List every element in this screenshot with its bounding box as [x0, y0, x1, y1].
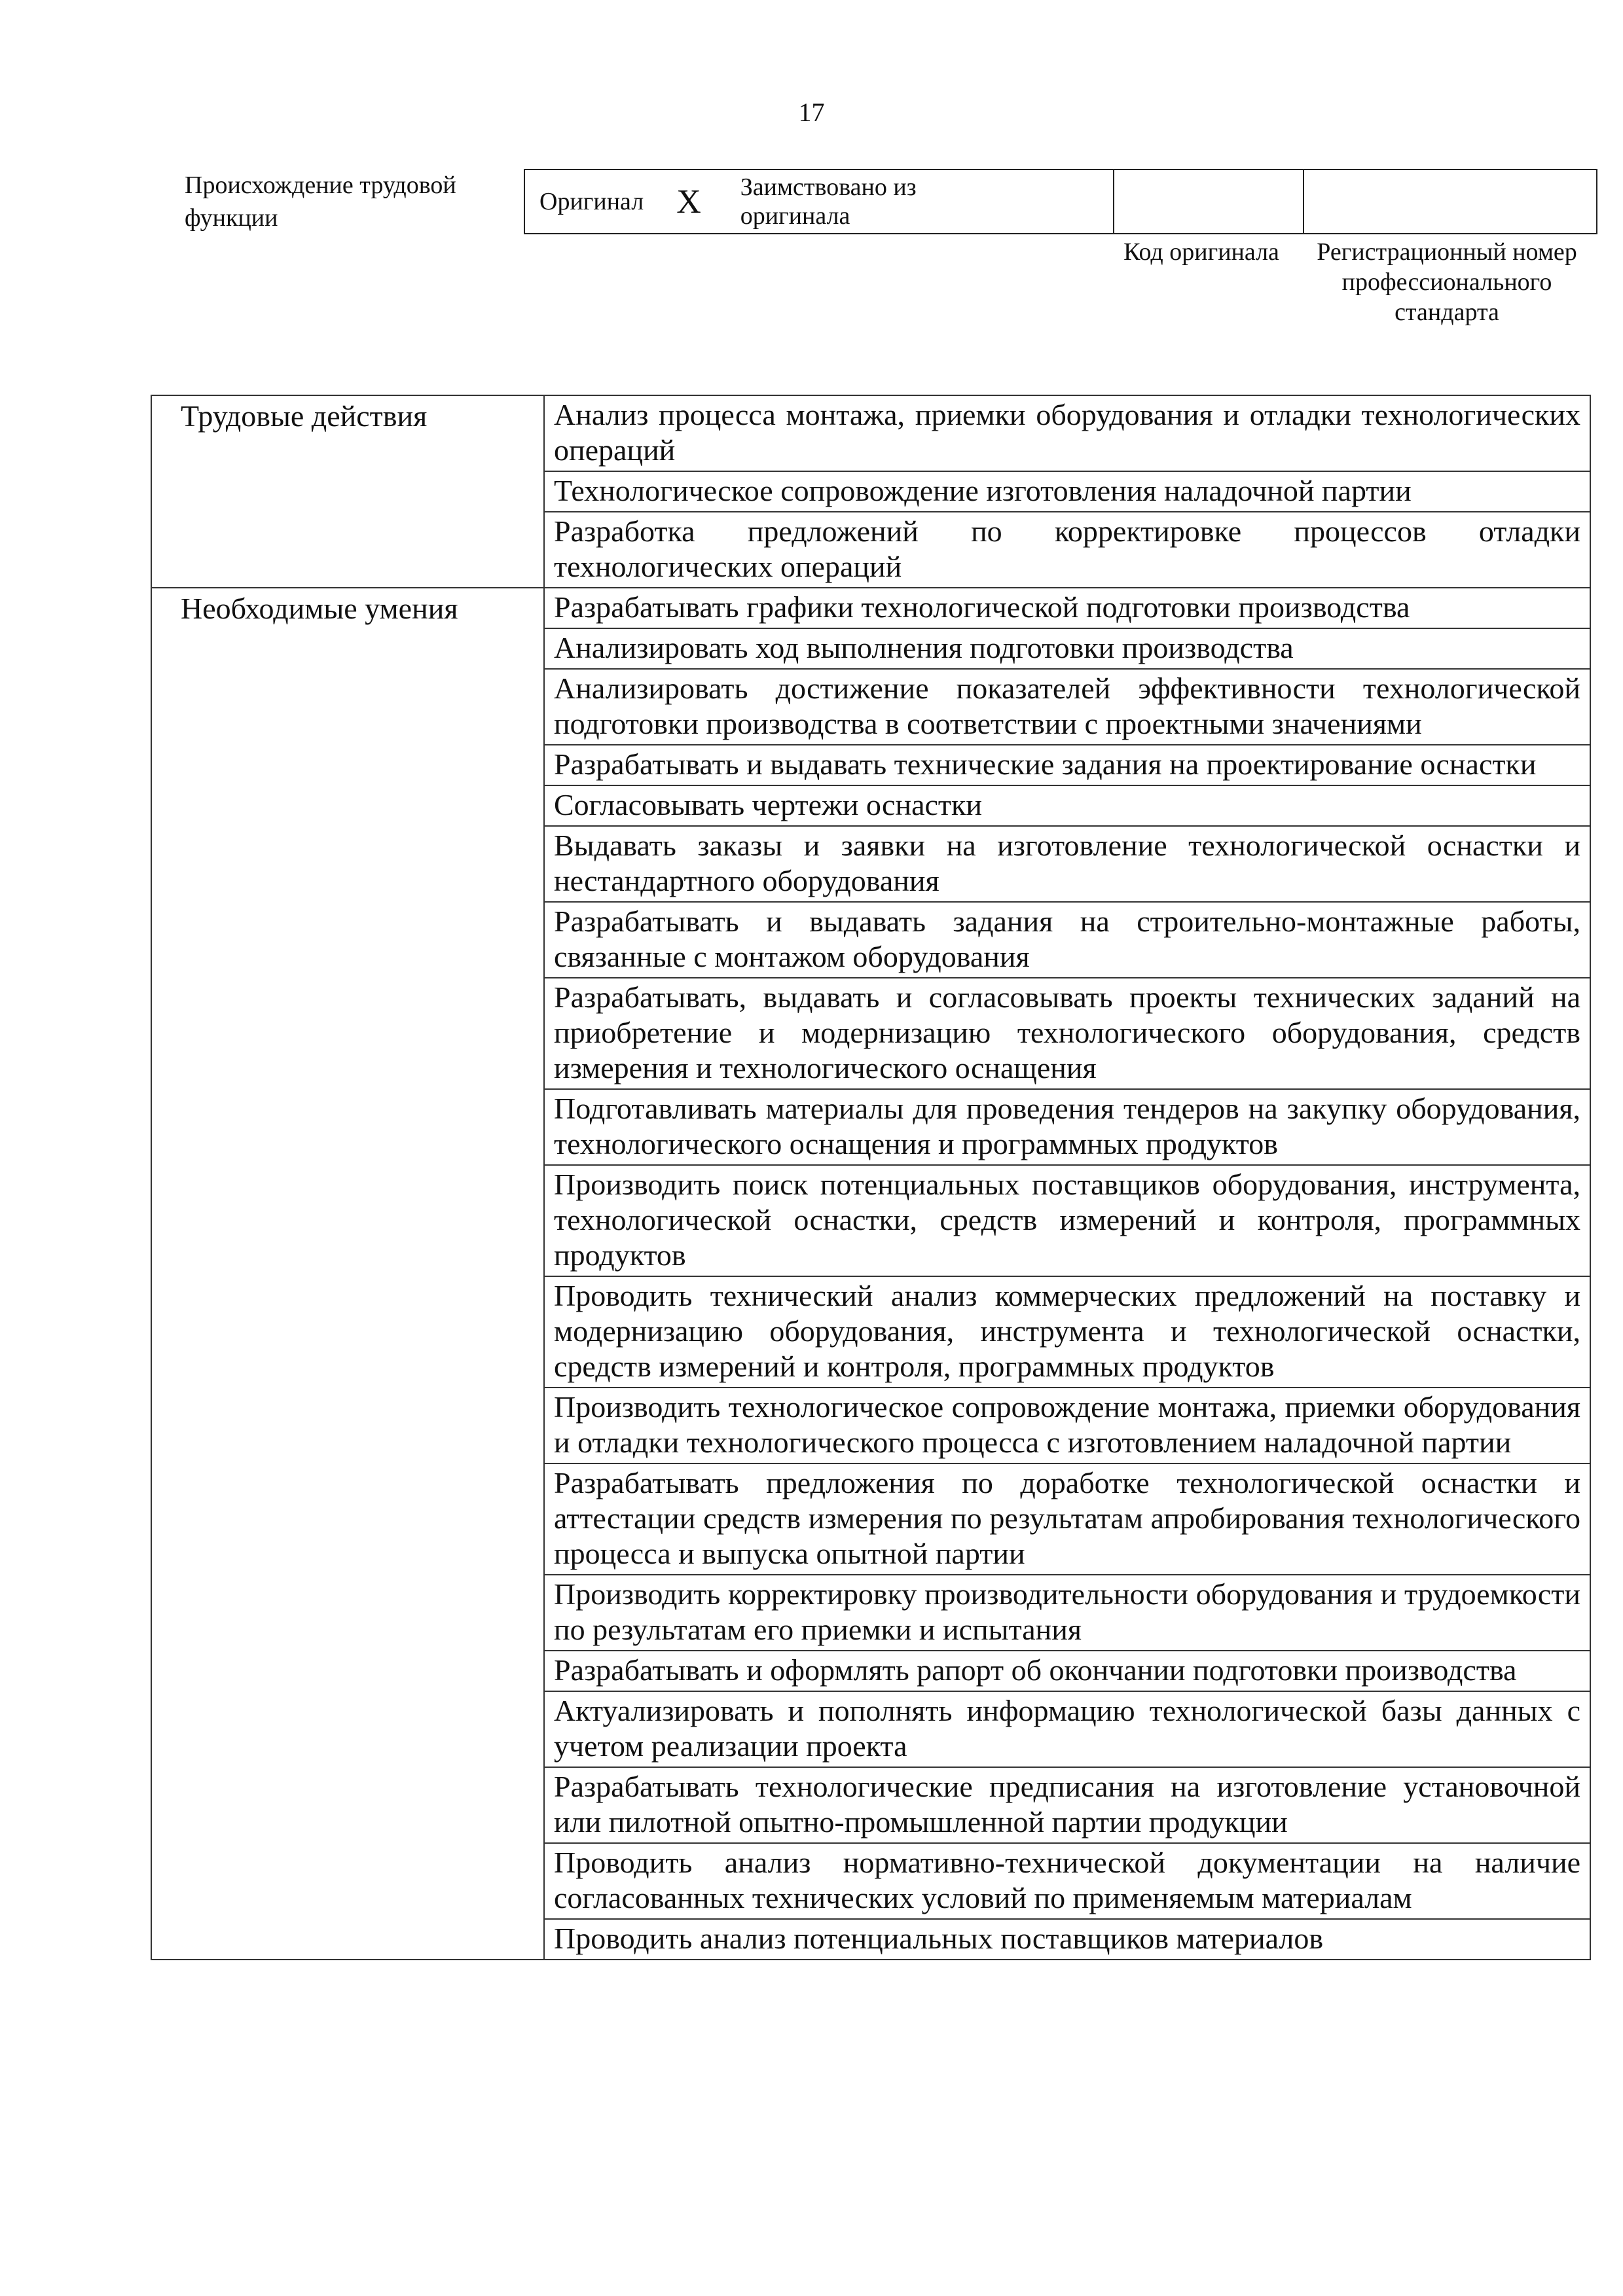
skill-item: Разрабатывать технологические предписания на изготовление установочной или пилотной опытно-промышленной партии продукции	[544, 1767, 1590, 1843]
skill-item: Выдавать заказы и заявки на изготовление технологической оснастки и нестандартного оборудования	[544, 826, 1590, 902]
skill-item: Производить поиск потенциальных поставщиков оборудования, инструмента, технологической оснастки, средств измерений и контроля, программных продуктов	[544, 1165, 1590, 1276]
skill-item: Подготавливать материалы для проведения тендеров на закупку оборудования, технологического оснащения и программных продуктов	[544, 1089, 1590, 1165]
origin-label: Происхождение трудовой функции	[185, 171, 456, 232]
origin-original-cell	[525, 170, 1114, 233]
skill-item: Производить технологическое сопровождение монтажа, приемки оборудования и отладки технологического процесса с изготовлением наладочной партии	[544, 1388, 1590, 1463]
labor-action-item: Технологическое сопровождение изготовления наладочной партии	[544, 471, 1590, 512]
origin-original-text: Оригинал	[539, 188, 644, 215]
skill-item: Производить корректировку производительности оборудования и трудоемкости по результатам его приемки и испытания	[544, 1575, 1590, 1651]
origin-table	[524, 169, 1597, 234]
skill-item: Анализировать достижение показателей эффективности технологической подготовки производства в соответствии с проектными значениями	[544, 669, 1590, 745]
skill-item: Разрабатывать и выдавать технические задания на проектирование оснастки	[544, 745, 1590, 785]
skill-item: Проводить анализ нормативно-технической документации на наличие согласованных технических условий по применяемым материалам	[544, 1843, 1590, 1919]
labor-actions-label: Трудовые действия	[151, 395, 544, 588]
skill-item: Разрабатывать и выдавать задания на строительно-монтажные работы, связанные с монтажом оборудования	[544, 902, 1590, 978]
labor-action-item: Анализ процесса монтажа, приемки оборудования и отладки технологических операций	[544, 395, 1590, 471]
function-table	[151, 395, 1591, 1960]
skill-item: Анализировать ход выполнения подготовки производства	[544, 628, 1590, 669]
page-number: 17	[798, 98, 825, 127]
skill-item: Разрабатывать, выдавать и согласовывать проекты технических заданий на приобретение и модернизацию технологического оборудования, средств измерения и технологического оснащения	[544, 978, 1590, 1089]
skill-item: Актуализировать и пополнять информацию технологической базы данных с учетом реализации проекта	[544, 1691, 1590, 1767]
origin-mark: X	[676, 183, 701, 221]
skill-item: Разрабатывать и оформлять рапорт об окончании подготовки производства	[544, 1651, 1590, 1691]
skill-item: Разрабатывать графики технологической подготовки производства	[544, 588, 1590, 628]
table-row	[151, 395, 1590, 471]
skills-label: Необходимые умения	[151, 588, 544, 1960]
origin-borrowed-text: Заимствовано из оригинала	[740, 173, 917, 230]
code-caption: Код оригинала	[1123, 238, 1279, 266]
labor-action-item: Разработка предложений по корректировке процессов отладки технологических операций	[544, 512, 1590, 588]
skill-item: Проводить технический анализ коммерческих предложений на поставку и модернизацию оборудования, инструмента и технологической оснастки, средств измерений и контроля, программных продуктов	[544, 1276, 1590, 1388]
skill-item: Согласовывать чертежи оснастки	[544, 785, 1590, 826]
reg-number-caption: Регистрационный номер профессионального стандарта	[1317, 238, 1577, 326]
origin-reg-cell	[1304, 170, 1596, 233]
table-row	[151, 588, 1590, 628]
skill-item: Разрабатывать предложения по доработке технологической оснастки и аттестации средств измерения по результатам апробирования технологического процесса и выпуска опытной партии	[544, 1463, 1590, 1575]
origin-code-cell	[1114, 170, 1304, 233]
skill-item: Проводить анализ потенциальных поставщиков материалов	[544, 1919, 1590, 1960]
